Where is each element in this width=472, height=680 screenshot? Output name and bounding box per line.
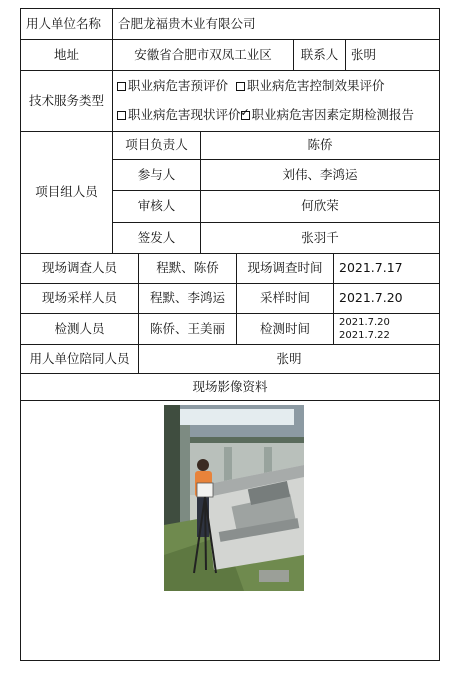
employer-label: 用人单位名称 bbox=[26, 15, 102, 31]
service-option-4[interactable]: ✓ 职业病危害因素定期检测报告 bbox=[241, 108, 415, 122]
survey-value: 程默、陈侨 bbox=[156, 260, 219, 276]
checkbox-icon bbox=[117, 111, 126, 120]
service-option-3[interactable]: 职业病危害现状评价 bbox=[117, 108, 241, 122]
team-name: 陈侨 bbox=[307, 137, 333, 153]
service-options-row-1 bbox=[113, 72, 439, 100]
escort-value: 张明 bbox=[276, 350, 302, 366]
contact-label: 联系人 bbox=[300, 46, 339, 62]
team-role: 参与人 bbox=[137, 166, 176, 182]
contact-value: 张明 bbox=[351, 46, 377, 62]
checkbox-checked-icon bbox=[241, 111, 250, 120]
sampling-label: 现场采样人员 bbox=[41, 290, 117, 306]
escort-label: 用人单位陪同人员 bbox=[29, 350, 130, 366]
testing-time-start: 2021.7.20 bbox=[339, 317, 390, 328]
team-role: 签发人 bbox=[137, 229, 176, 245]
survey-time-value: 2021.7.17 bbox=[339, 260, 403, 276]
team-role: 审核人 bbox=[137, 198, 176, 214]
checkbox-icon bbox=[236, 82, 245, 91]
team-name: 张羽千 bbox=[301, 229, 339, 245]
project-team-label: 项目组人员 bbox=[35, 184, 98, 200]
sampling-time-label: 采样时间 bbox=[259, 290, 310, 306]
team-role: 项目负责人 bbox=[125, 137, 188, 153]
testing-time-values bbox=[334, 314, 439, 344]
testing-label: 检测人员 bbox=[54, 320, 105, 336]
employer-value: 合肥龙福贵木业有限公司 bbox=[118, 15, 256, 31]
sampling-time-value: 2021.7.20 bbox=[339, 290, 403, 306]
testing-time-end: 2021.7.22 bbox=[339, 330, 390, 341]
testing-value: 陈侨、王美丽 bbox=[149, 320, 225, 336]
survey-time-label: 现场调查时间 bbox=[247, 260, 323, 276]
team-name: 何欣荣 bbox=[301, 198, 339, 214]
sampling-value: 程默、李鸿运 bbox=[149, 290, 225, 306]
service-options-row-2 bbox=[113, 101, 439, 130]
address-value: 安徽省合肥市双凤工业区 bbox=[134, 46, 272, 62]
checkbox-icon bbox=[117, 82, 126, 91]
service-option-1[interactable]: 职业病危害预评价 bbox=[117, 79, 228, 93]
service-type-label: 技术服务类型 bbox=[28, 92, 104, 108]
survey-label: 现场调查人员 bbox=[41, 260, 117, 276]
site-photo bbox=[164, 405, 304, 591]
images-title: 现场影像资料 bbox=[192, 378, 268, 394]
testing-time-label: 检测时间 bbox=[259, 320, 310, 336]
address-label: 地址 bbox=[53, 46, 79, 62]
team-name: 刘伟、李鸿运 bbox=[282, 166, 358, 182]
service-option-2[interactable]: 职业病危害控制效果评价 bbox=[236, 79, 385, 93]
